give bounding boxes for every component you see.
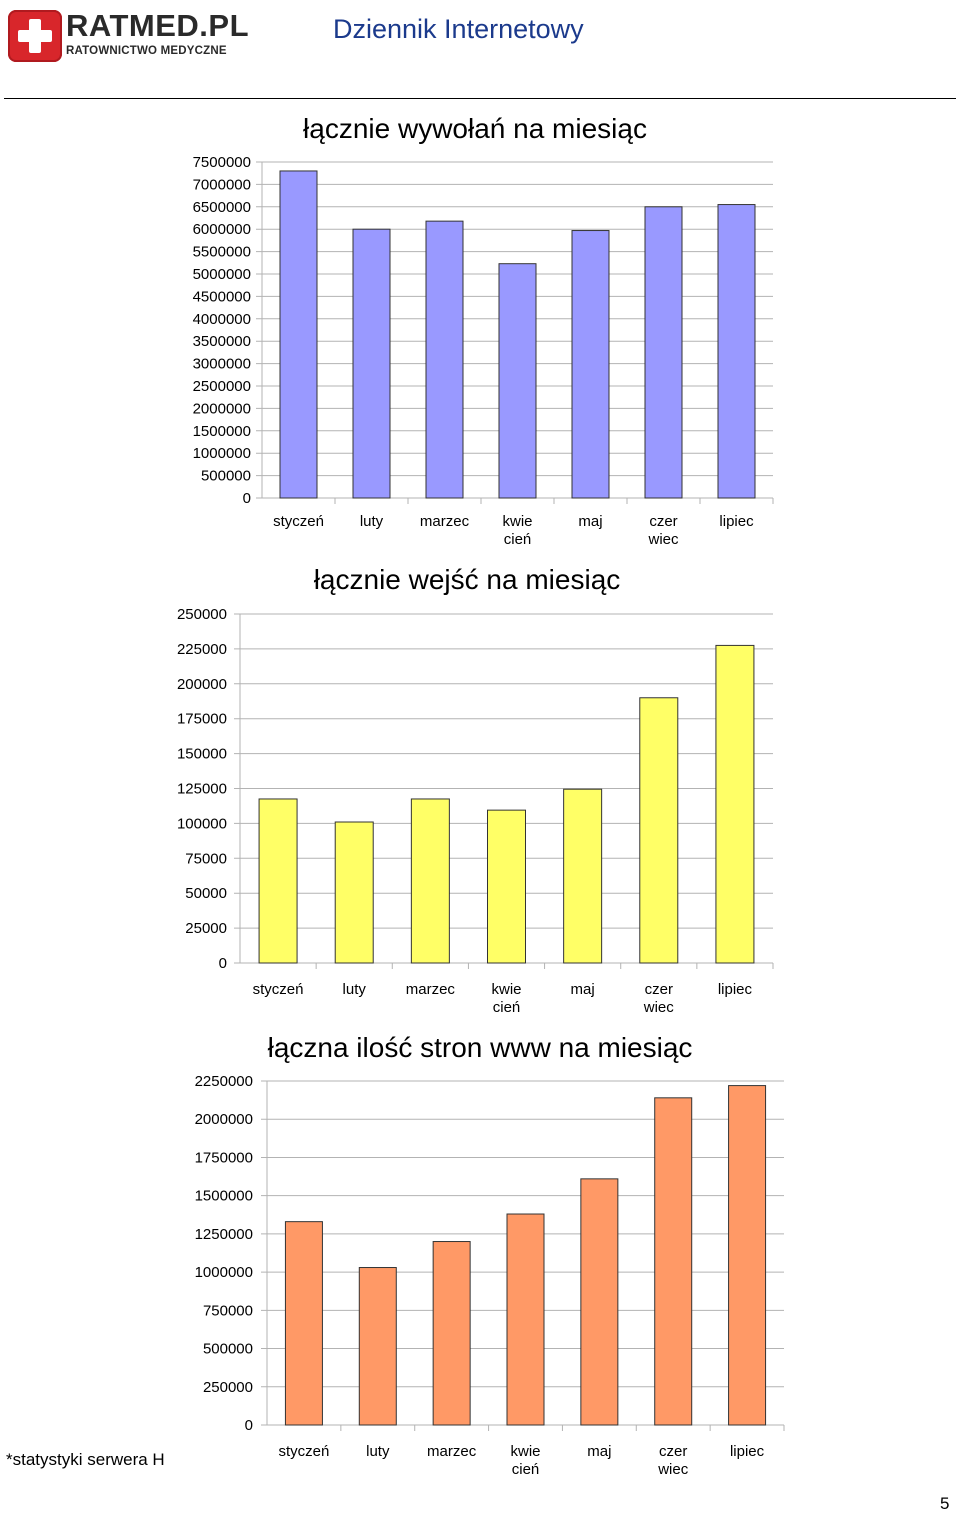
- x-category-label: luty: [366, 1443, 390, 1460]
- y-tick-label: 175000: [176, 710, 227, 728]
- y-tick-label: 1000000: [192, 445, 251, 463]
- y-tick-label: 1000000: [194, 1264, 253, 1282]
- y-tick-label: 7500000: [192, 154, 251, 171]
- y-tick-label: 750000: [202, 1302, 253, 1320]
- y-tick-label: 1250000: [194, 1225, 253, 1243]
- y-tick-label: 2500000: [192, 378, 251, 395]
- x-category-label: cień: [511, 1461, 540, 1478]
- x-category-label: lipiec: [729, 1443, 765, 1460]
- y-tick-label: 6000000: [192, 221, 251, 239]
- x-category-label: lipiec: [719, 513, 754, 530]
- chart-title: łącznie wywołań na miesiąc: [303, 113, 647, 144]
- y-tick-label: 2000000: [192, 400, 251, 418]
- y-tick-label: 7000000: [192, 176, 251, 194]
- y-tick-label: 6500000: [192, 198, 251, 216]
- y-tick-label: 250000: [202, 1378, 253, 1396]
- logo-text: RATMED.PL: [66, 8, 250, 43]
- y-tick-label: 1500000: [192, 422, 251, 440]
- y-tick-label: 2250000: [194, 1073, 253, 1090]
- x-category-label: lipiec: [717, 981, 753, 998]
- y-tick-label: 100000: [176, 815, 227, 833]
- x-category-label: wiec: [658, 1461, 689, 1478]
- bar-maj: [572, 231, 609, 498]
- y-tick-label: 0: [242, 490, 251, 507]
- chart-title: łącznie wejść na miesiąc: [313, 564, 621, 595]
- x-category-label: cień: [503, 531, 532, 548]
- y-tick-label: 500000: [200, 467, 251, 485]
- y-tick-label: 150000: [176, 745, 227, 763]
- x-category-label: maj: [578, 513, 603, 530]
- x-category-label: wiec: [648, 531, 679, 548]
- y-tick-label: 25000: [185, 920, 227, 938]
- y-tick-label: 225000: [176, 640, 227, 658]
- y-tick-label: 2000000: [194, 1111, 253, 1129]
- y-tick-label: 3500000: [192, 333, 251, 351]
- x-category-label: cień: [492, 999, 521, 1016]
- x-category-label: luty: [342, 981, 366, 998]
- x-category-label: styczeń: [278, 1443, 330, 1460]
- x-category-label: kwie: [491, 981, 522, 998]
- x-category-label: wiec: [643, 999, 674, 1016]
- y-tick-label: 4000000: [192, 310, 251, 328]
- header-title: Dziennik Internetowy: [333, 14, 584, 44]
- x-category-label: marzec: [405, 981, 455, 998]
- x-category-label: maj: [587, 1443, 612, 1460]
- x-category-label: kwie: [510, 1443, 541, 1460]
- y-tick-label: 5500000: [192, 243, 251, 261]
- page-number: 5: [940, 1494, 950, 1513]
- x-category-label: maj: [570, 981, 595, 998]
- bar-marzec: [426, 221, 463, 498]
- x-category-label: czer: [649, 513, 678, 530]
- y-tick-label: 3000000: [192, 355, 251, 373]
- y-tick-label: 500000: [202, 1340, 253, 1358]
- y-tick-label: 5000000: [192, 266, 251, 283]
- bar-styczeń: [280, 171, 317, 498]
- footnote: *statystyki serwera H: [6, 1450, 165, 1469]
- y-tick-label: 125000: [176, 780, 227, 798]
- y-tick-label: 75000: [185, 850, 227, 868]
- y-tick-label: 0: [244, 1417, 253, 1434]
- x-category-label: marzec: [419, 513, 470, 530]
- y-tick-label: 250000: [176, 606, 227, 623]
- bar-kwiecień: [499, 264, 536, 498]
- y-tick-label: 1750000: [194, 1149, 253, 1167]
- y-tick-label: 0: [218, 955, 227, 972]
- x-category-label: marzec: [427, 1443, 477, 1460]
- x-category-label: czer: [644, 981, 673, 998]
- bar-lipiec: [718, 205, 755, 498]
- bar-czerwiec: [645, 207, 682, 498]
- y-tick-label: 1500000: [194, 1187, 253, 1205]
- bar-luty: [353, 229, 390, 498]
- y-tick-label: 200000: [176, 675, 227, 693]
- x-category-label: luty: [359, 513, 384, 530]
- y-tick-label: 4500000: [192, 288, 251, 306]
- x-category-label: styczeń: [252, 981, 304, 998]
- chart-title: łączna ilość stron www na miesiąc: [267, 1032, 693, 1063]
- x-category-label: kwie: [502, 513, 533, 530]
- y-tick-label: 50000: [185, 885, 227, 903]
- x-category-label: czer: [659, 1443, 688, 1460]
- logo-subtext: RATOWNICTWO MEDYCZNE: [66, 45, 227, 57]
- x-category-label: styczeń: [273, 513, 324, 530]
